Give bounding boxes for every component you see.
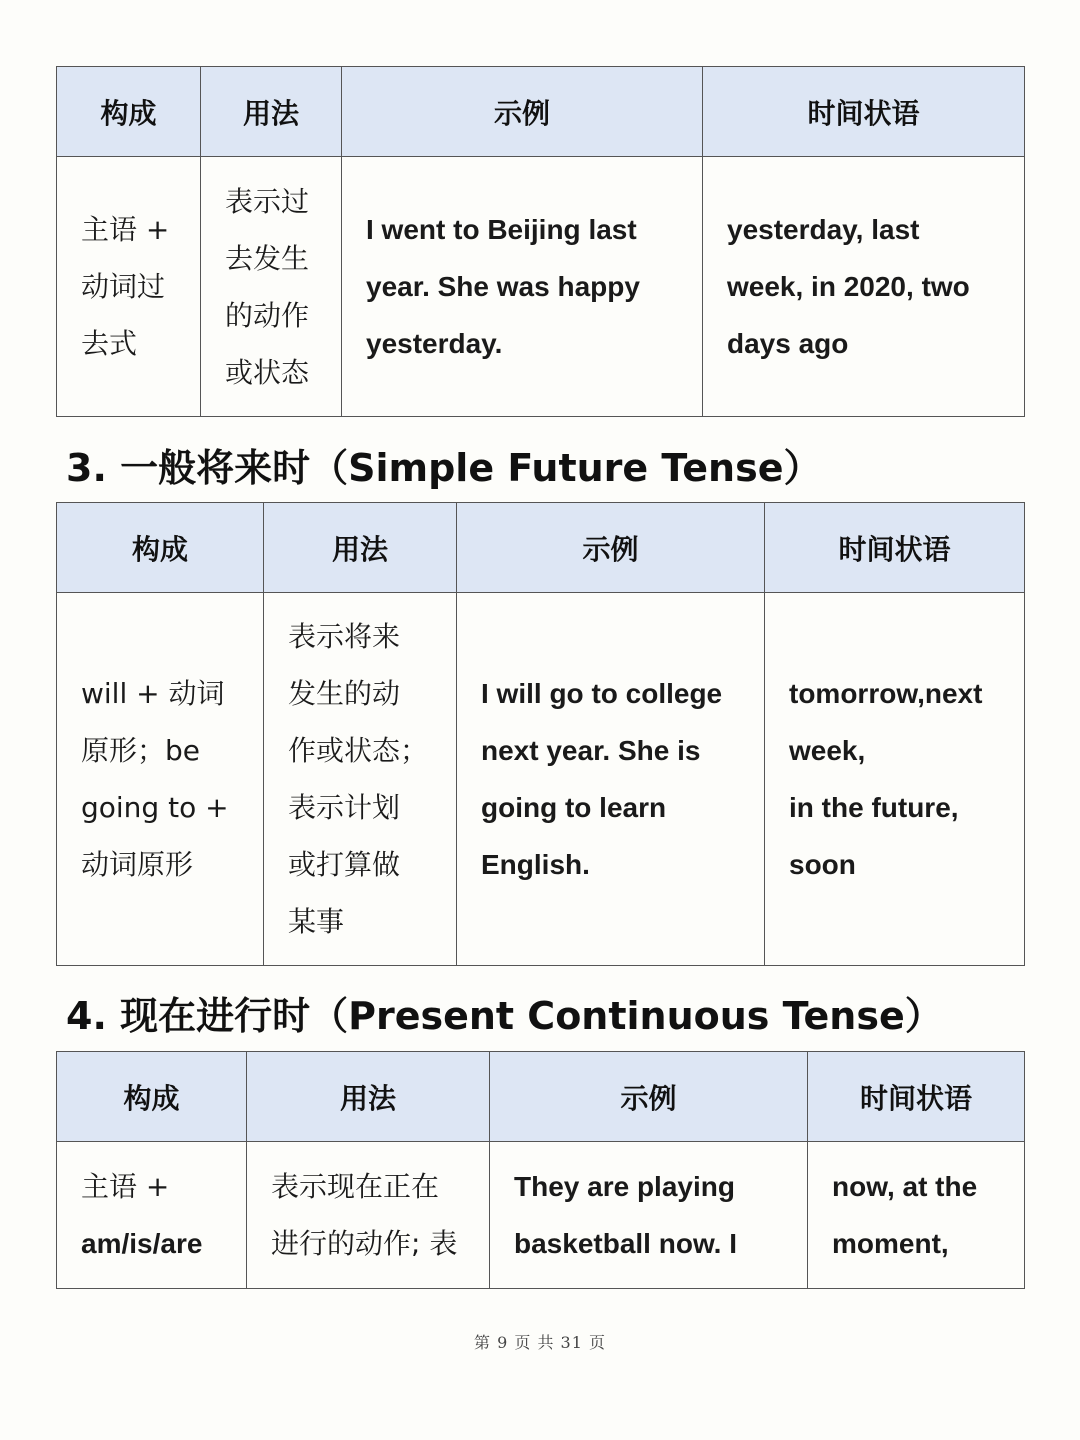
- cell-line: 发生的动: [288, 677, 401, 710]
- cell-time-adverbials: [703, 157, 1025, 417]
- header-example: 示例: [490, 1052, 808, 1142]
- cell-line: I went to Beijing last: [366, 214, 637, 245]
- cell-time-adverbials: [808, 1142, 1025, 1289]
- cell-line: in the future,: [789, 792, 959, 823]
- cell-line: English.: [481, 849, 590, 880]
- table-row: [57, 157, 1025, 417]
- simple-future-table: [56, 502, 1025, 966]
- cell-line: tomorrow,next: [789, 678, 983, 709]
- cell-line: 的动作: [225, 298, 310, 332]
- header-time-adverbials: 时间状语: [765, 503, 1025, 593]
- header-usage: 用法: [264, 503, 457, 593]
- cell-line: basketball now. I: [514, 1228, 738, 1259]
- header-example: 示例: [457, 503, 765, 593]
- cell-line: 表示计划: [288, 791, 401, 824]
- cell-example: [457, 593, 765, 966]
- cell-structure: [57, 157, 201, 417]
- cell-line: going to +: [81, 791, 229, 824]
- cell-usage: [247, 1142, 490, 1289]
- header-usage: 用法: [201, 67, 342, 157]
- header-time-adverbials: 时间状语: [703, 67, 1025, 157]
- cell-line: 表示过: [225, 184, 310, 218]
- cell-line: now, at the: [832, 1171, 978, 1202]
- cell-line: going to learn: [481, 792, 667, 823]
- cell-structure: [57, 593, 264, 966]
- cell-example: [490, 1142, 808, 1289]
- cell-line: week,: [789, 735, 866, 766]
- cell-line: 表示现在正在: [271, 1170, 440, 1203]
- cell-line: moment,: [832, 1228, 949, 1259]
- header-structure: 构成: [57, 1052, 247, 1142]
- table-header-row: [57, 503, 1025, 593]
- section-heading-present-continuous: 4. 现在进行时（Present Continuous Tense）: [66, 994, 943, 1038]
- table-row: [57, 593, 1025, 966]
- cell-line: yesterday.: [366, 328, 503, 359]
- header-structure: 构成: [57, 67, 201, 157]
- cell-line: 表示将来: [288, 620, 401, 653]
- cell-usage: [264, 593, 457, 966]
- cell-line: 动词原形: [81, 848, 194, 881]
- cell-line: days ago: [727, 328, 849, 359]
- cell-line: 作或状态；: [288, 734, 429, 767]
- cell-line: yesterday, last: [727, 214, 920, 245]
- cell-time-adverbials: [765, 593, 1025, 966]
- table-header-row: [57, 67, 1025, 157]
- simple-past-table: [56, 66, 1025, 417]
- present-continuous-table: [56, 1051, 1025, 1289]
- page-number-footer: 第 9 页 共 31 页: [474, 1333, 606, 1352]
- cell-usage: [201, 157, 342, 417]
- cell-line: year. She was happy: [366, 271, 640, 302]
- cell-line: 某事: [288, 905, 345, 938]
- cell-line: am/is/are: [81, 1228, 203, 1259]
- cell-line: 进行的动作; 表: [271, 1227, 458, 1260]
- cell-line: 原形；be: [81, 734, 201, 767]
- header-example: 示例: [342, 67, 703, 157]
- header-usage: 用法: [247, 1052, 490, 1142]
- cell-line: soon: [789, 849, 856, 880]
- cell-line: 主语 +: [81, 1170, 170, 1203]
- table-row: [57, 1142, 1025, 1289]
- cell-line: next year. She is: [481, 735, 701, 766]
- cell-line: 去式: [81, 327, 138, 360]
- header-time-adverbials: 时间状语: [808, 1052, 1025, 1142]
- cell-line: I will go to college: [481, 678, 723, 709]
- cell-line: 或打算做: [288, 848, 401, 881]
- table-header-row: [57, 1052, 1025, 1142]
- cell-line: 去发生: [225, 241, 310, 275]
- cell-structure: [57, 1142, 247, 1289]
- cell-line: will + 动词: [81, 677, 225, 710]
- cell-line: week, in 2020, two: [727, 271, 970, 302]
- cell-line: 或状态: [225, 355, 310, 389]
- cell-line: 主语 +: [81, 213, 170, 246]
- cell-line: 动词过: [81, 270, 166, 303]
- cell-example: [342, 157, 703, 417]
- section-heading-simple-future: 3. 一般将来时（Simple Future Tense）: [66, 446, 822, 490]
- cell-line: They are playing: [514, 1171, 735, 1202]
- header-structure: 构成: [57, 503, 264, 593]
